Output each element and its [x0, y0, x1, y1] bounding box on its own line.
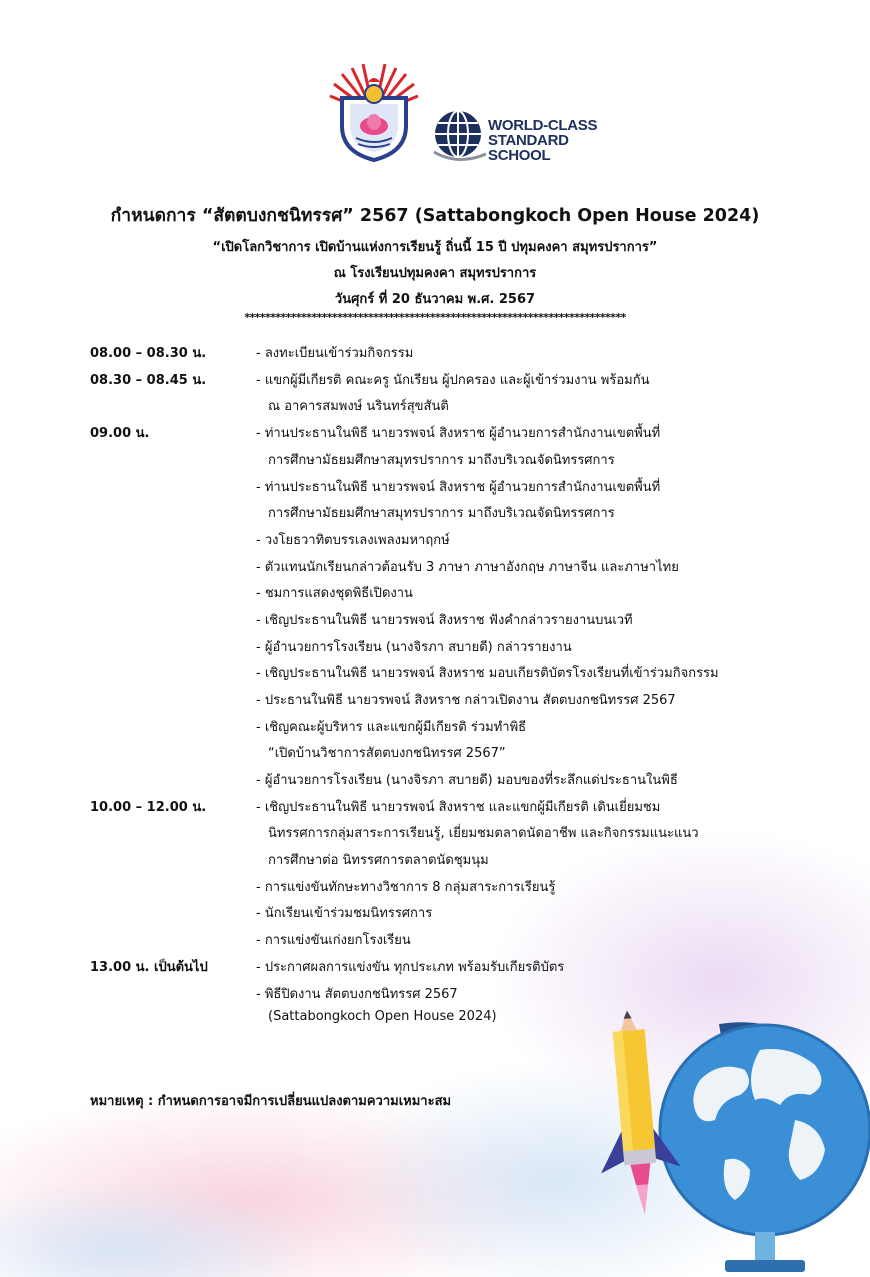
- schedule-item: - การแข่งขันทักษะทางวิชาการ 8 กลุ่มสาระการเรียนรู้: [256, 880, 556, 895]
- document-title: กำหนดการ “สัตตบงกชนิทรรศ” 2567 (Sattabongkoch Open House 2024): [110, 206, 760, 226]
- schedule-item: - เชิญประธานในพิธี นายวรพจน์ สิงหราช และแขกผู้มีเกียรติ เดินเยี่ยมชม: [256, 800, 661, 815]
- schedule-item-continued: นิทรรศการกลุ่มสาระการเรียนรู้, เยี่ยมชมตลาดนัดอาชีพ และกิจกรรมแนะแนว: [268, 826, 699, 841]
- schedule-row: [0, 449, 870, 473]
- schedule-item-continued: การศึกษาต่อ นิทรรศการตลาดนัดชุมนุม: [268, 853, 489, 868]
- schedule-item: - ท่านประธานในพิธี นายวรพจน์ สิงหราช ผู้อำนวยการสำนักงานเขตพื้นที่: [256, 426, 661, 441]
- schedule-row: [0, 636, 870, 660]
- world-class-standard-school-logo: [432, 108, 602, 168]
- globe-icon: [432, 108, 486, 164]
- schedule-item: - วงโยธวาทิตบรรเลงเพลงมหาฤกษ์: [256, 533, 450, 548]
- schedule-row: [0, 662, 870, 686]
- schedule-row: [0, 716, 870, 740]
- schedule-item: - ประธานในพิธี นายวรพจน์ สิงหราช กล่าวเปิดงาน สัตตบงกชนิทรรศ 2567: [256, 693, 676, 708]
- schedule-item-continued: การศึกษามัธยมศึกษาสมุทรปราการ มาถึงบริเวณจัดนิทรรศการ: [268, 453, 615, 468]
- schedule-row: [0, 689, 870, 713]
- schedule-row: [0, 422, 870, 446]
- schedule-item: - เชิญประธานในพิธี นายวรพจน์ สิงหราช ฟังคำกล่าวรายงานบนเวที: [256, 613, 633, 628]
- schedule-item: - ชมการแสดงชุดพิธีเปิดงาน: [256, 586, 413, 601]
- schedule-row: [0, 476, 870, 500]
- schedule-item: - เชิญคณะผู้บริหาร และแขกผู้มีเกียรติ ร่วมทำพิธี: [256, 720, 527, 735]
- schedule-item: - ผู้อำนวยการโรงเรียน (นางจิรภา สบายดี) กล่าวรายงาน: [256, 640, 572, 655]
- schedule-item: - ผู้อำนวยการโรงเรียน (นางจิรภา สบายดี) มอบของที่ระลึกแด่ประธานในพิธี: [256, 773, 678, 788]
- schedule-row: [0, 929, 870, 953]
- wcs-line1: WORLD-CLASS: [488, 117, 598, 134]
- schedule-row: [0, 796, 870, 820]
- schedule-item: - ตัวแทนนักเรียนกล่าวต้อนรับ 3 ภาษา ภาษาอังกฤษ ภาษาจีน และภาษาไทย: [256, 560, 679, 575]
- schedule-row: [0, 342, 870, 366]
- schedule-time: 08.00 – 08.30 น.: [90, 346, 207, 361]
- schedule-row: [0, 983, 870, 1007]
- schedule-row: [0, 902, 870, 926]
- wcs-line2: STANDARD SCHOOL: [488, 132, 569, 164]
- schedule-row: [0, 582, 870, 606]
- event-venue: ณ โรงเรียนปทุมคงคา สมุทรปราการ: [333, 266, 537, 281]
- schedule-row: [0, 822, 870, 846]
- schedule-row: [0, 556, 870, 580]
- schedule-item: - เชิญประธานในพิธี นายวรพจน์ สิงหราช มอบเกียรติบัตรโรงเรียนที่เข้าร่วมกิจกรรม: [256, 666, 719, 681]
- schedule-row: [0, 369, 870, 393]
- schedule-row: [0, 502, 870, 526]
- event-date: วันศุกร์ ที่ 20 ธันวาคม พ.ศ. 2567: [334, 292, 536, 307]
- schedule-row: [0, 956, 870, 980]
- schedule-item: - ประกาศผลการแข่งขัน ทุกประเภท พร้อมรับเกียรติบัตร: [256, 960, 565, 975]
- schedule-row: [0, 1009, 870, 1033]
- remark-note: หมายเหตุ : กำหนดการอาจมีการเปลี่ยนแปลงตามความเหมาะสม: [90, 1094, 452, 1109]
- schedule-item-continued: (Sattabongkoch Open House 2024): [268, 1009, 497, 1024]
- schedule-row: [0, 529, 870, 553]
- schedule-row: [0, 609, 870, 633]
- schedule-row: [0, 742, 870, 766]
- schedule-item: - ลงทะเบียนเข้าร่วมกิจกรรม: [256, 346, 414, 361]
- asterisk-divider: **************************************************************************: [244, 311, 626, 324]
- schedule-time: 09.00 น.: [90, 426, 150, 441]
- document-subtitle: “เปิดโลกวิชาการ เปิดบ้านแห่งการเรียนรู้ ถิ่นนี้ 15 ปี ปทุมคงคา สมุทรปราการ”: [212, 240, 658, 255]
- schedule-item: - การแข่งขันเก่งยกโรงเรียน: [256, 933, 411, 948]
- schedule-item: - ท่านประธานในพิธี นายวรพจน์ สิงหราช ผู้อำนวยการสำนักงานเขตพื้นที่: [256, 480, 661, 495]
- schedule-item-continued: การศึกษามัธยมศึกษาสมุทรปราการ มาถึงบริเวณจัดนิทรรศการ: [268, 506, 615, 521]
- schedule-row: [0, 849, 870, 873]
- schedule-item: - นักเรียนเข้าร่วมชมนิทรรศการ: [256, 906, 433, 921]
- schedule-item: - แขกผู้มีเกียรติ คณะครู นักเรียน ผู้ปกครอง และผู้เข้าร่วมงาน พร้อมกัน: [256, 373, 650, 388]
- schedule-row: [0, 876, 870, 900]
- schedule-time: 10.00 – 12.00 น.: [90, 800, 207, 815]
- school-crest-logo: [328, 64, 420, 164]
- schedule-time: 08.30 – 08.45 น.: [90, 373, 207, 388]
- schedule-row: [0, 395, 870, 419]
- schedule-row: [0, 769, 870, 793]
- schedule-time: 13.00 น. เป็นต้นไป: [90, 960, 208, 975]
- schedule-item-continued: “เปิดบ้านวิชาการสัตตบงกชนิทรรศ 2567”: [268, 746, 506, 761]
- schedule-item: - พิธีปิดงาน สัตตบงกชนิทรรศ 2567: [256, 987, 458, 1002]
- schedule-item-continued: ณ อาคารสมพงษ์ นรินทร์สุขสันติ: [268, 399, 449, 414]
